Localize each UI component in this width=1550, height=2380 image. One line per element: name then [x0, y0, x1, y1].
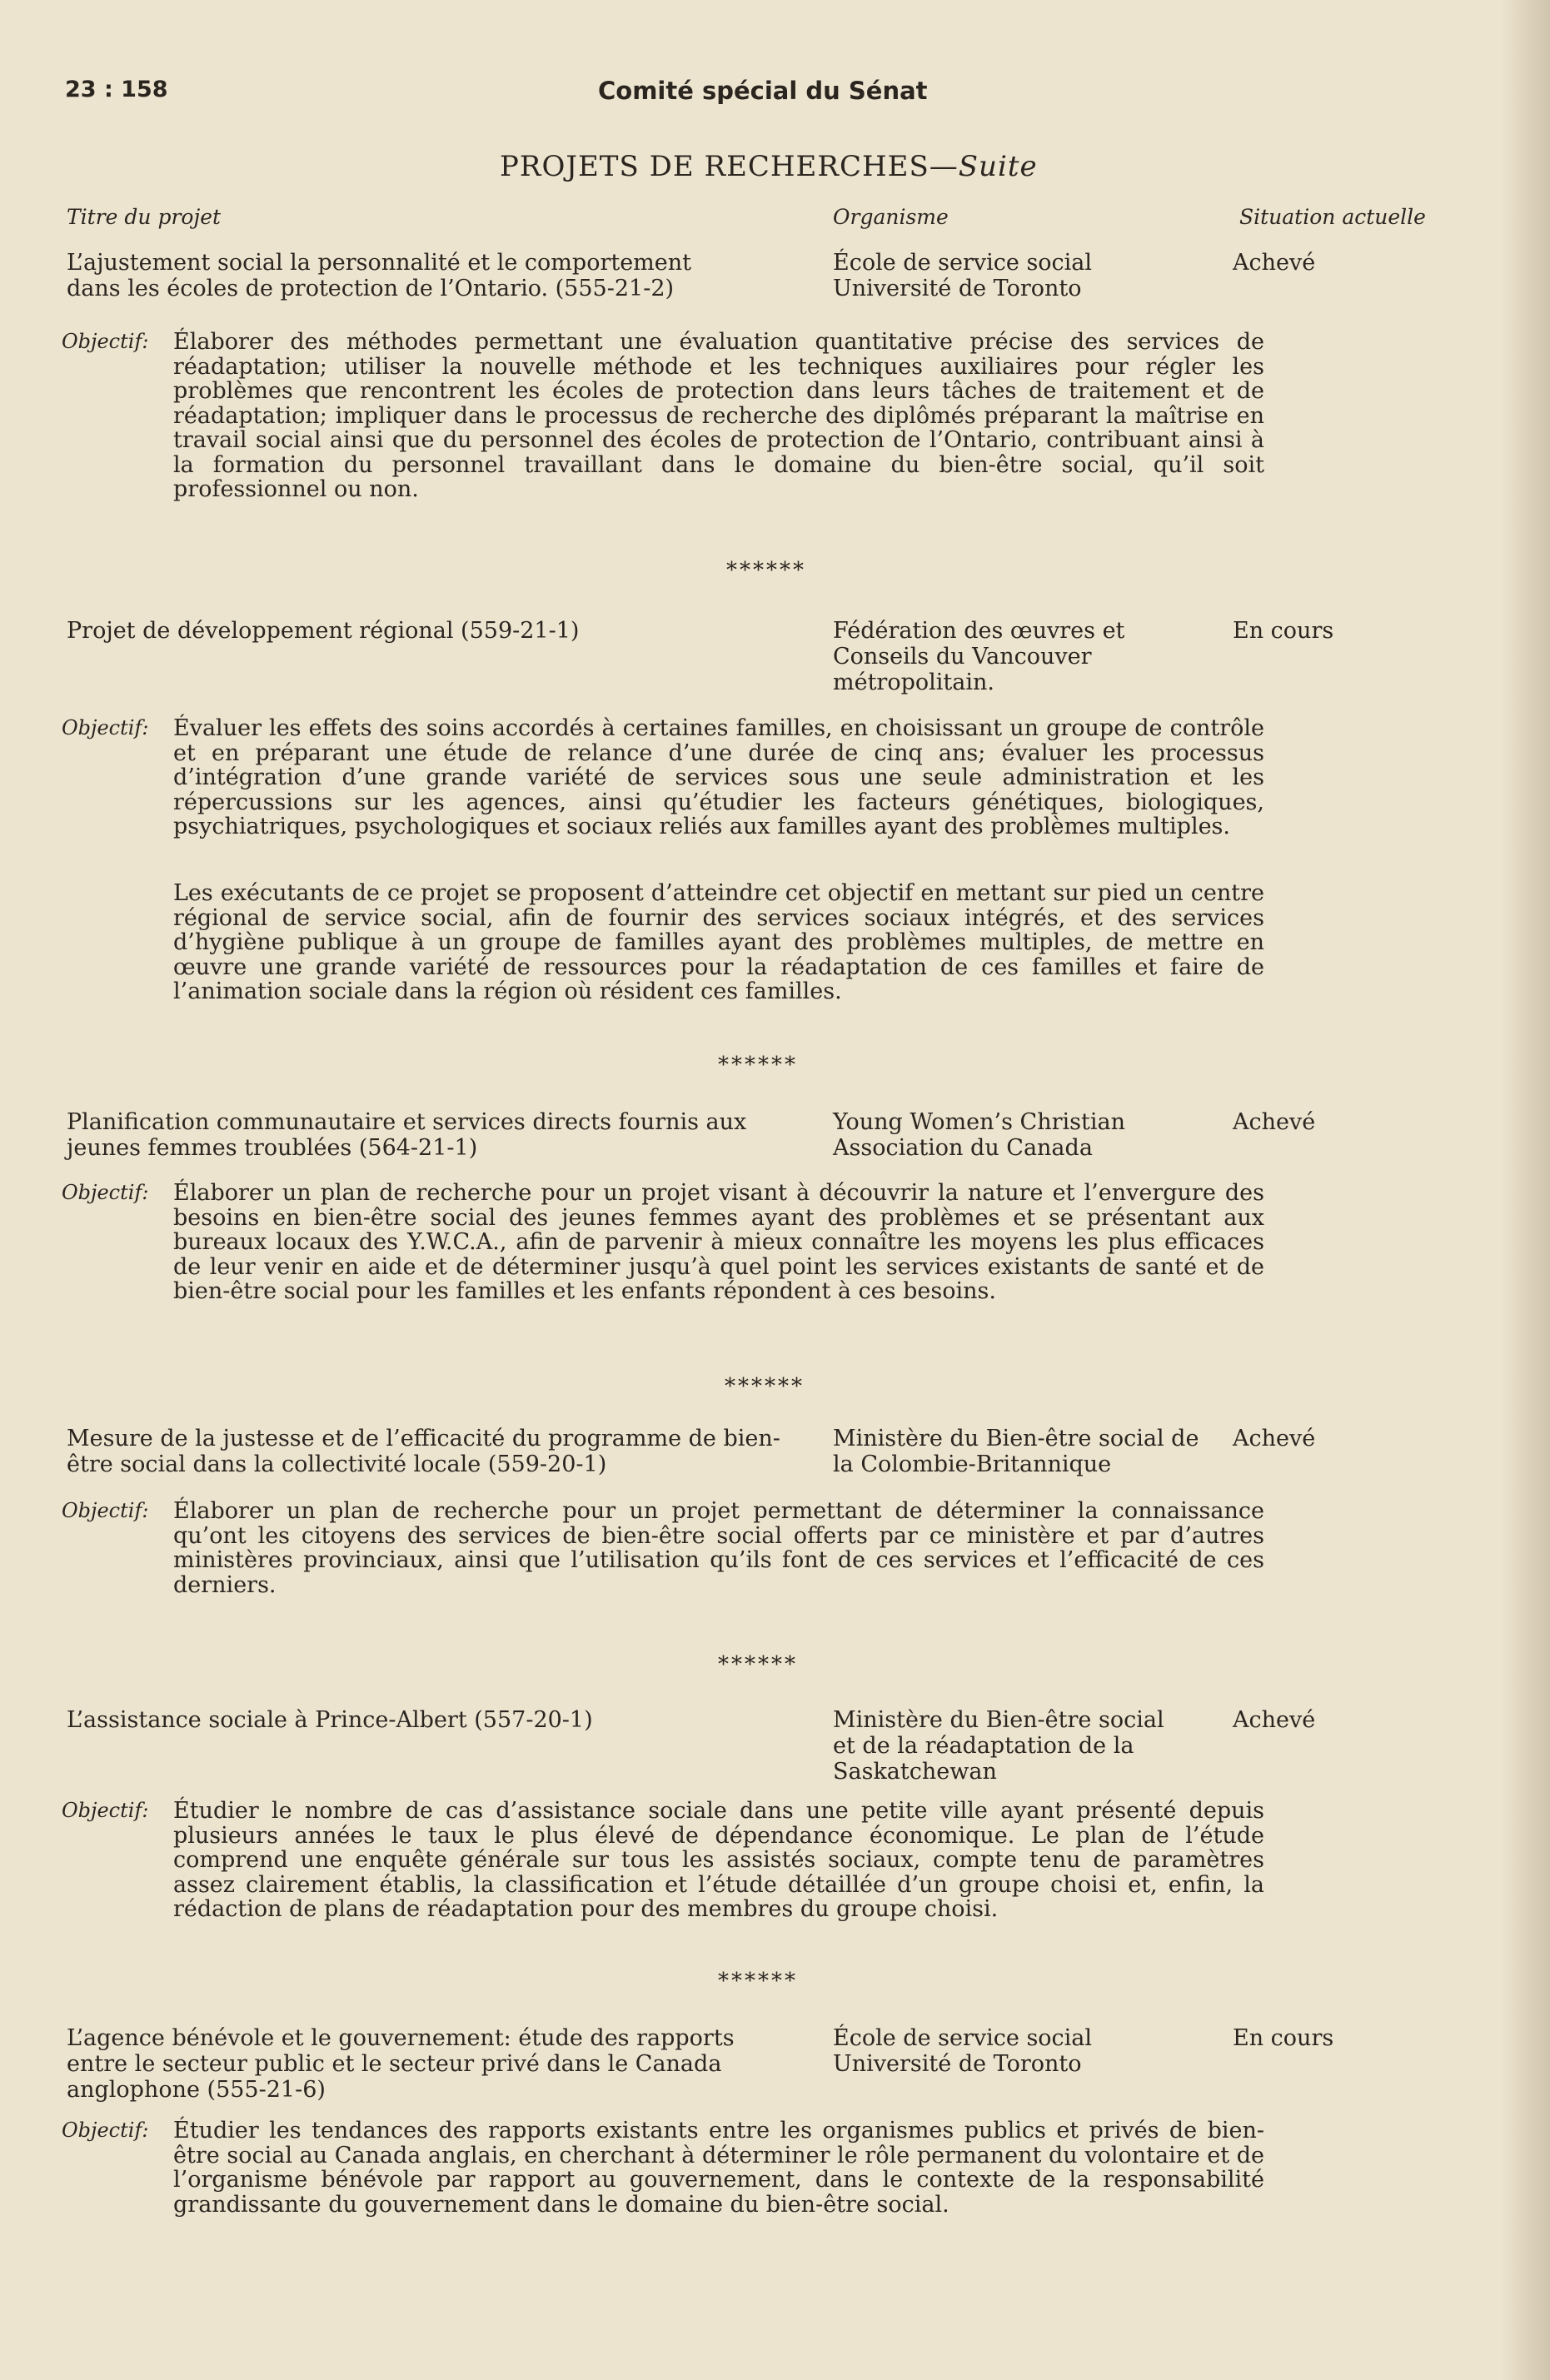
page-number: 23 : 158: [65, 77, 168, 102]
objective-label: Objectif:: [62, 330, 149, 353]
project-organization: Fédération des œuvres et Conseils du Vancouver métropolitain.: [833, 618, 1125, 695]
running-head: [65, 77, 981, 110]
project-status: Achevé: [1233, 1426, 1316, 1451]
objective-text: Évaluer les effets des soins accordés à certaines familles, en choisissant un groupe de contrôle et en préparant une étude de relance d’une durée de cinq ans; évaluer les processus d’intégration d’une grande variété de services sous une seule administration et les répercussions sur les agences, ainsi qu’étudier les facteurs génétiques, biologiques, psychiatriques, psychologiques et sociaux reliés aux familles ayant des problèmes multiples.: [173, 715, 1264, 839]
objective-text: Élaborer un plan de recherche pour un projet permettant de déterminer la connaissance qu’ont les citoyens des services de bien-être social offerts par ce ministère et par d’autres ministères provinciaux, ainsi que l’utilisation qu’ils font de ces services et l’efficacité de ces derniers.: [173, 1498, 1264, 1598]
section-title: [500, 150, 1038, 183]
separator: ******: [725, 1374, 805, 1399]
project-title: L’assistance sociale à Prince-Albert (557-20-1): [67, 1707, 593, 1733]
project-title: Planification communautaire et services directs fournis aux jeunes femmes troublées (564-21-1): [67, 1109, 747, 1161]
project-status: Achevé: [1233, 1707, 1316, 1733]
objective-text: Étudier le nombre de cas d’assistance sociale dans une petite ville ayant présenté depuis plusieurs années le taux le plus élevé de dépendance économique. Le plan de l’étude comprend une enquête générale sur tous les assistés sociaux, compte tenu de paramètres assez clairement établis, la classification et l’étude détaillée d’un groupe choisi et, enfin, la rédaction de plans de réadaptation pour des membres du groupe choisi.: [173, 1798, 1264, 1922]
project-organization: École de service social Université de Toronto: [833, 250, 1093, 301]
column-header-status: Situation actuelle: [1239, 205, 1426, 229]
project-title: L’ajustement social la personnalité et le comportement dans les écoles de protection de l’Ontario. (555-21-2): [67, 250, 692, 301]
project-status: Achevé: [1233, 1109, 1316, 1135]
journal-title: Comité spécial du Sénat: [598, 77, 928, 105]
objective-text-continued: Les exécutants de ce projet se proposent d’atteindre cet objectif en mettant sur pied un centre régional de service social, afin de fournir des services sociaux intégrés, et des services d’hygiène publique à un groupe de familles ayant des problèmes multiples, de mettre en œuvre une grande variété de ressources pour la réadaptation de ces familles et faire de l’animation sociale dans la région où résident ces familles.: [173, 880, 1264, 1004]
objective-label: Objectif:: [62, 1181, 149, 1204]
column-header-title: Titre du projet: [67, 205, 222, 229]
objective-label: Objectif:: [62, 1499, 149, 1522]
project-organization: Ministère du Bien-être social de la Colombie-Britannique: [833, 1426, 1199, 1477]
page-edge-shadow: [1500, 0, 1550, 2380]
section-title-suite: Suite: [958, 150, 1038, 183]
project-title: L’agence bénévole et le gouvernement: étude des rapports entre le secteur public et le secteur privé dans le Canada anglophone (555-21-6): [67, 2025, 735, 2103]
project-organization: École de service social Université de Toronto: [833, 2025, 1093, 2077]
objective-label: Objectif:: [62, 1799, 149, 1822]
separator: ******: [718, 1053, 798, 1078]
project-title: Mesure de la justesse et de l’efficacité du programme de bien- être social dans la collectivité locale (559-20-1): [67, 1426, 780, 1477]
project-status: En cours: [1233, 618, 1334, 644]
objective-text: Élaborer un plan de recherche pour un projet visant à découvrir la nature et l’envergure des besoins en bien-être social des jeunes femmes ayant des problèmes et se présentant aux bureaux locaux des Y.W.C.A., afin de parvenir à mieux connaître les moyens les plus efficaces de leur venir en aide et de déterminer jusqu’à quel point les services existants de santé et de bien-être social pour les familles et les enfants répondent à ces besoins.: [173, 1180, 1264, 1304]
project-title: Projet de développement régional (559-21-1): [67, 618, 580, 644]
column-header-organization: Organisme: [833, 205, 949, 229]
objective-text: Élaborer des méthodes permettant une évaluation quantitative précise des services de réadaptation; utiliser la nouvelle méthode et les techniques auxiliaires pour régler les problèmes que rencontrent les écoles de protection dans leurs tâches de traitement et de réadaptation; impliquer dans le processus de recherche des diplômés préparant la maîtrise en travail social ainsi que du personnel des écoles de protection de l’Ontario, contribuant ainsi à la formation du personnel travaillant dans le domaine du bien-être social, qu’il soit professionnel ou non.: [173, 329, 1264, 502]
objective-label: Objectif:: [62, 716, 149, 739]
objective-text: Étudier les tendances des rapports existants entre les organismes publics et privés de bien-être social au Canada anglais, en cherchant à déterminer le rôle permanent du volontaire et de l’organisme bénévole par rapport au gouvernement, dans le contexte de la responsabilité grandissante du gouvernement dans le domaine du bien-être social.: [173, 2118, 1264, 2218]
objective-label: Objectif:: [62, 2119, 149, 2142]
separator: ******: [718, 1652, 798, 1677]
project-status: Achevé: [1233, 250, 1316, 276]
project-organization: Ministère du Bien-être social et de la réadaptation de la Saskatchewan: [833, 1707, 1164, 1785]
separator: ******: [726, 558, 806, 583]
section-title-main: PROJETS DE RECHERCHES—: [500, 150, 959, 183]
project-organization: Young Women’s Christian Association du Canada: [833, 1109, 1125, 1161]
project-status: En cours: [1233, 2025, 1334, 2051]
separator: ******: [718, 1969, 798, 1994]
